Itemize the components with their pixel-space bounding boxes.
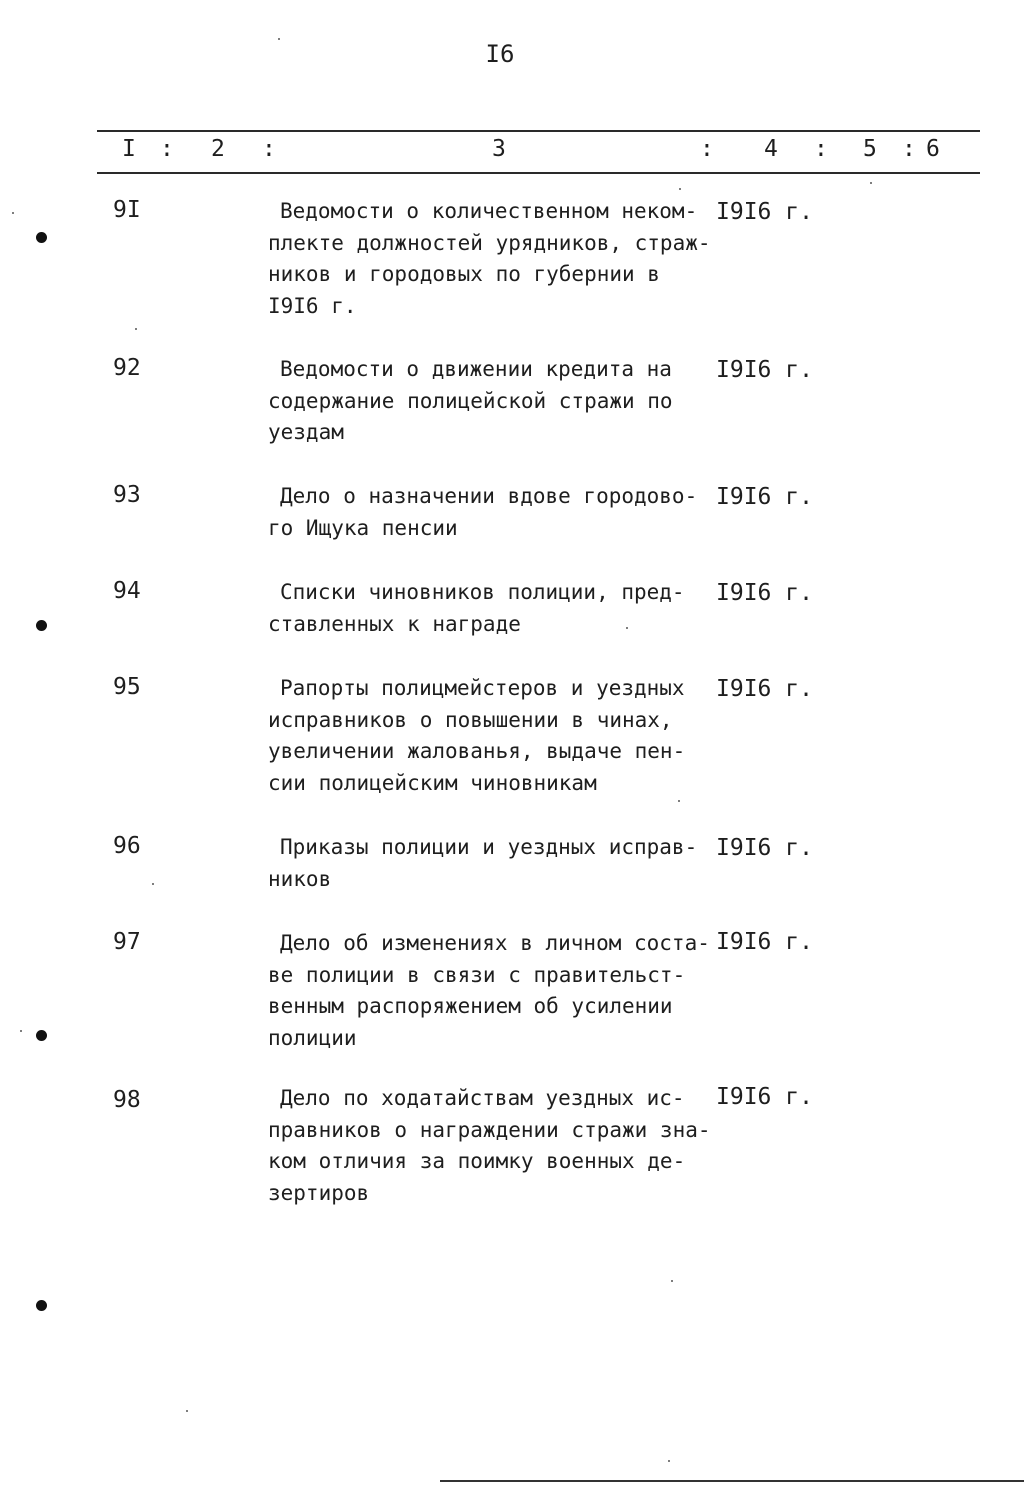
column-separator: : [814, 136, 828, 162]
scan-speck [626, 627, 628, 629]
punch-hole-icon [36, 232, 47, 243]
scan-speck [668, 1460, 670, 1462]
row-year: I9I6 г. [716, 1084, 813, 1110]
description-line: ве полиции в связи с правительст- [268, 962, 686, 987]
column-header-1: I [122, 136, 136, 162]
column-header-6: 6 [926, 136, 940, 162]
description-line: содержание полицейской стражи по [268, 388, 673, 413]
column-header-3: 3 [492, 136, 506, 162]
row-year: I9I6 г. [716, 357, 813, 383]
row-year: I9I6 г. [716, 929, 813, 955]
row-number: 93 [113, 482, 141, 508]
description-line: го Ищука пенсии [268, 515, 458, 540]
column-header-5: 5 [863, 136, 877, 162]
row-description [268, 354, 718, 449]
page-number: I6 [485, 40, 515, 68]
column-separator: : [262, 136, 276, 162]
scan-speck [870, 182, 872, 184]
row-number: 95 [113, 674, 141, 700]
punch-hole-icon [36, 1300, 47, 1311]
scan-speck [671, 1280, 673, 1282]
description-line: зертиров [268, 1180, 370, 1205]
row-number: 92 [113, 355, 141, 381]
punch-hole-icon [36, 1030, 47, 1041]
description-line: венным распоряжением об усилении [268, 994, 673, 1018]
description-line: Ведомости о движении кредита на [280, 357, 672, 381]
description-line: Рапорты полицмейстеров и уездных [280, 676, 685, 700]
row-year: I9I6 г. [716, 580, 813, 606]
scan-speck [12, 212, 14, 214]
scan-speck [20, 1030, 22, 1032]
row-number: 96 [113, 833, 141, 859]
description-line: ников [268, 866, 332, 891]
description-line: Приказы полиции и уездных исправ- [280, 835, 698, 859]
description-line: ставленных к награде [268, 611, 521, 636]
row-number: 97 [113, 929, 141, 955]
scan-speck [186, 1410, 188, 1412]
row-description [268, 928, 718, 1054]
description-line: увеличении жалованья, выдаче пен- [268, 739, 686, 763]
row-description [268, 832, 718, 895]
row-description [268, 481, 718, 544]
description-line: Списки чиновников полиции, пред- [280, 580, 685, 604]
scan-speck [152, 883, 154, 885]
description-line: правников о награждении стражи зна- [268, 1117, 711, 1142]
description-line: сии полицейским чиновникам [268, 770, 597, 795]
description-line: плекте должностей урядников, страж- [268, 230, 711, 255]
column-separator: : [902, 136, 916, 162]
row-year: I9I6 г. [716, 835, 813, 861]
scan-speck [679, 188, 681, 190]
description-line: ников и городовых по губернии в [268, 262, 660, 286]
description-line: Дело о назначении вдове городово- [280, 484, 698, 508]
column-separator: : [700, 136, 714, 162]
column-header-4: 4 [764, 136, 778, 162]
row-description [268, 673, 718, 799]
row-description [268, 1083, 718, 1209]
punch-hole-icon [36, 620, 47, 631]
column-header-2: 2 [211, 136, 225, 162]
row-description [268, 196, 718, 322]
row-year: I9I6 г. [716, 676, 813, 702]
column-separator: : [160, 136, 174, 162]
row-description [268, 577, 718, 640]
row-year: I9I6 г. [716, 199, 813, 225]
description-line: Дело об изменениях в личном соста- [280, 931, 710, 955]
scan-speck [278, 38, 280, 40]
description-line: Дело по ходатайствам уездных ис- [280, 1086, 685, 1110]
row-number: 94 [113, 578, 141, 604]
description-line: Ведомости о количественном неком- [280, 199, 698, 223]
scan-speck [678, 800, 680, 802]
description-line: исправников о повышении в чинах, [268, 707, 673, 732]
row-number: 9I [113, 197, 141, 223]
scan-speck [135, 328, 137, 330]
description-line: ком отличия за поимку военных де- [268, 1149, 686, 1173]
row-year: I9I6 г. [716, 484, 813, 510]
row-number: 98 [113, 1087, 141, 1113]
page-bottom-edge [440, 1480, 1024, 1482]
description-line: I9I6 г. [268, 293, 357, 318]
description-line: уездам [268, 420, 344, 444]
description-line: полиции [268, 1025, 357, 1050]
